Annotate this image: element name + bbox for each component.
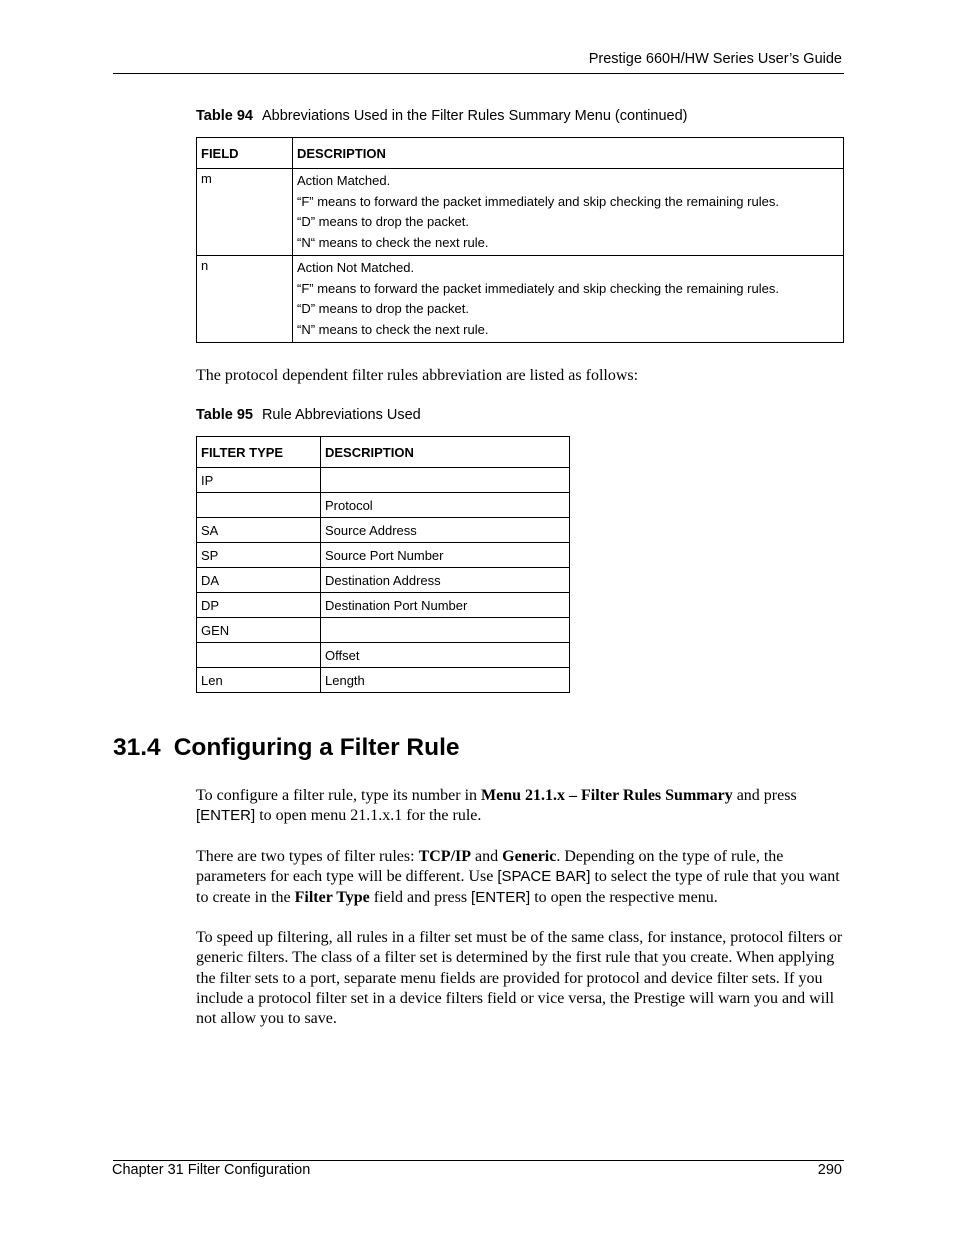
menu-name: Menu 21.1.x – Filter Rules Summary xyxy=(481,787,733,804)
table95-caption xyxy=(196,407,421,423)
rule-type-name: Generic xyxy=(502,848,557,865)
description-cell: Length xyxy=(321,668,570,693)
filter-type-cell: SP xyxy=(197,543,321,568)
paragraph-rule-types xyxy=(196,847,844,908)
description-cell xyxy=(293,169,844,256)
description-line: Action Not Matched. xyxy=(297,260,415,275)
page-number: 290 xyxy=(817,1162,842,1178)
text-run: and xyxy=(471,848,503,865)
description-cell: Protocol xyxy=(321,493,570,518)
text-run: to open the respective menu. xyxy=(530,888,718,906)
table-row xyxy=(197,643,570,668)
filter-type-cell xyxy=(197,643,321,668)
table94 xyxy=(196,137,844,343)
paragraph-configure xyxy=(196,786,844,827)
table94-title: Abbreviations Used in the Filter Rules Summary Menu (continued) xyxy=(261,108,688,124)
table-row xyxy=(197,618,570,643)
description-line: “N” means to check the next rule. xyxy=(297,321,489,337)
table94-label: Table 94 xyxy=(196,108,253,124)
description-cell: Destination Port Number xyxy=(321,593,570,618)
table-row xyxy=(197,518,570,543)
description-line: “D” means to drop the packet. xyxy=(297,301,469,316)
description-line: “F” means to forward the packet immediately and skip checking the remaining rules. xyxy=(297,280,779,296)
column-header-description: DESCRIPTION xyxy=(293,138,844,169)
description-cell xyxy=(293,256,844,343)
section-number: 31.4 xyxy=(113,734,161,761)
column-header-field: FIELD xyxy=(197,138,293,169)
filter-type-cell: SA xyxy=(197,518,321,543)
text-run: to open menu 21.1.x.1 for the rule. xyxy=(255,807,482,825)
field-cell: n xyxy=(197,256,293,343)
column-header-filter-type: FILTER TYPE xyxy=(197,437,321,468)
table95 xyxy=(196,436,570,693)
description-cell xyxy=(321,618,570,643)
column-header-description: DESCRIPTION xyxy=(321,437,570,468)
table-header-row xyxy=(197,138,844,169)
table-header-row xyxy=(197,437,570,468)
table-row xyxy=(197,256,844,343)
key-name: [ENTER] xyxy=(196,807,256,825)
description-line: “N“ means to check the next rule. xyxy=(297,234,489,250)
key-name: [ENTER] xyxy=(471,888,531,906)
filter-type-cell: DA xyxy=(197,568,321,593)
text-run: to select the type of rule that you want to create in the xyxy=(196,868,840,906)
table94-caption xyxy=(196,108,687,124)
text-run: and press xyxy=(732,787,797,804)
table95-label: Table 95 xyxy=(196,407,253,423)
paragraph-speed-up: To speed up filtering, all rules in a filter set must be of the same class, for instance, protocol filters or generic filters. The class of a filter set is determined by the first rule that you create. When applying the filter sets to a port, separate menu fields are provided for protocol and device filter sets. If you include a protocol filter set in a device filters field or vice versa, the Prestige will warn you and will not allow you to save. xyxy=(196,929,843,1028)
description-line: “D” means to drop the packet. xyxy=(297,214,469,229)
running-header: Prestige 660H/HW Series User’s Guide xyxy=(588,51,842,67)
footer-divider xyxy=(113,1160,844,1161)
filter-type-cell: Len xyxy=(197,668,321,693)
text-run: There are two types of filter rules: xyxy=(196,848,419,865)
text-run: To configure a filter rule, type its number in xyxy=(196,787,482,804)
description-cell: Offset xyxy=(321,643,570,668)
footer-chapter: Chapter 31 Filter Configuration xyxy=(112,1162,311,1178)
filter-type-cell: DP xyxy=(197,593,321,618)
intro-paragraph: The protocol dependent filter rules abbreviation are listed as follows: xyxy=(196,367,639,384)
table-row xyxy=(197,668,570,693)
filter-type-cell: IP xyxy=(197,468,321,493)
table95-title: Rule Abbreviations Used xyxy=(261,407,421,423)
field-cell: m xyxy=(197,169,293,256)
table-row xyxy=(197,169,844,256)
description-line: “F” means to forward the packet immediately and skip checking the remaining rules. xyxy=(297,193,779,209)
text-run: field and press xyxy=(369,888,472,906)
table-row xyxy=(197,493,570,518)
text-run: . Depending on the type of rule, the parameters for each type will be different. Use xyxy=(196,848,784,886)
rule-type-name: TCP/IP xyxy=(418,848,472,865)
filter-type-cell: GEN xyxy=(197,618,321,643)
section-title: Configuring a Filter Rule xyxy=(173,734,460,761)
description-cell: Source Address xyxy=(321,518,570,543)
table-row xyxy=(197,468,570,493)
table-row xyxy=(197,568,570,593)
header-divider xyxy=(113,73,844,74)
table-row xyxy=(197,593,570,618)
key-name: [SPACE BAR] xyxy=(497,868,591,886)
table-row xyxy=(197,543,570,568)
description-cell xyxy=(321,468,570,493)
description-cell: Source Port Number xyxy=(321,543,570,568)
section-heading xyxy=(113,734,460,762)
field-name: Filter Type xyxy=(294,888,370,906)
description-cell: Destination Address xyxy=(321,568,570,593)
description-line: Action Matched. xyxy=(297,173,391,188)
filter-type-cell xyxy=(197,493,321,518)
